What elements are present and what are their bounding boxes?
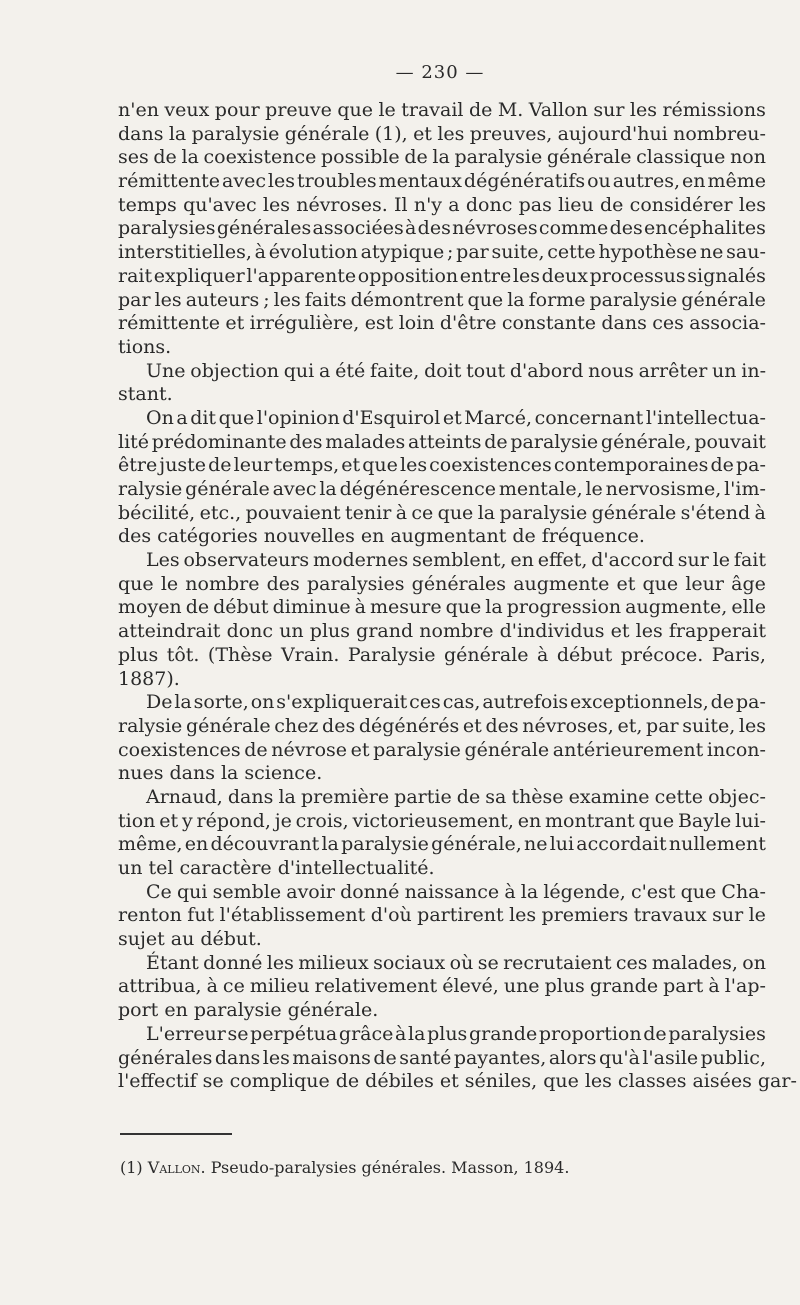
text-line: Une objection qui a été faite, doit tout d'abord nous arrêter un in-	[146, 359, 766, 382]
text-line: coexistences de névrose et paralysie générale antérieurement incon-	[118, 738, 766, 761]
text-line: Ce qui semble avoir donné naissance à la légende, c'est que Cha-	[146, 880, 766, 903]
text-line: Les observateurs modernes semblent, en effet, d'accord sur le fait	[146, 549, 766, 572]
text-line: 1887).	[118, 667, 180, 690]
text-line: l'effectif se complique de débiles et séniles, que les classes aisées gar-	[118, 1070, 797, 1093]
paragraph	[118, 407, 766, 549]
text-line: bécilité, etc., pouvaient tenir à ce que la paralysie générale s'étend à	[118, 501, 766, 524]
paragraph	[118, 691, 766, 786]
text-line: atteindrait donc un plus grand nombre d'individus et les frapperait	[118, 620, 766, 643]
footnote-rule	[120, 1133, 232, 1135]
text-line: nues dans la science.	[118, 762, 323, 785]
footnote-marker: (1)	[120, 1158, 143, 1177]
text-line: même, en découvrant la paralysie générale, ne lui accordait nullement	[118, 833, 766, 856]
text-line: stant.	[118, 383, 173, 406]
text-line: plus tôt. (Thèse Vrain. Paralysie générale à début précoce. Paris,	[118, 643, 766, 666]
text-line: L'erreur se perpétua grâce à la plus grande proportion de paralysies	[146, 1022, 766, 1045]
text-line: interstitielles, à évolution atypique ; par suite, cette hypothèse ne sau-	[118, 241, 766, 264]
text-line: De la sorte, on s'expliquerait ces cas, autrefois exceptionnels, de pa-	[146, 691, 766, 714]
paragraph	[118, 952, 766, 1023]
text-line: temps qu'avec les névroses. Il n'y a donc pas lieu de considérer les	[118, 193, 766, 216]
text-line: sujet au début.	[118, 928, 262, 951]
text-line: être juste de leur temps, et que les coexistences contemporaines de pa-	[118, 454, 766, 477]
paragraph	[118, 360, 766, 407]
text-line: rait expliquer l'apparente opposition entre les deux processus signalés	[118, 264, 766, 287]
text-line: tions.	[118, 335, 172, 358]
text-line: dans la paralysie générale (1), et les preuves, aujourd'hui nombreu-	[118, 122, 766, 145]
paragraph	[118, 1022, 797, 1094]
text-line: ralysie générale chez des dégénérés et des névroses, et, par suite, les	[118, 714, 766, 737]
text-line: par les auteurs ; les faits démontrent que la forme paralysie générale	[118, 288, 766, 311]
footnote-author: Vallon.	[147, 1158, 206, 1177]
text-line: rémittente avec les troubles mentaux dégénératifs ou autres, en même	[118, 170, 766, 193]
text-line: paralysies générales associées à des névroses comme des encéphalites	[118, 217, 766, 240]
text-line: ralysie générale avec la dégénérescence mentale, le nervosisme, l'im-	[118, 478, 766, 500]
page-number: — 230 —	[395, 62, 485, 83]
text-line: port en paralysie générale.	[118, 999, 379, 1022]
text-line: ses de la coexistence possible de la paralysie générale classique non	[118, 146, 766, 169]
text-line: Arnaud, dans la première partie de sa thèse examine cette objec-	[146, 785, 766, 808]
text-line: On a dit que l'opinion d'Esquirol et Marcé, concernant l'intellectua-	[146, 406, 766, 429]
text-line: attribua, à ce milieu relativement élevé, une plus grande part à l'ap-	[118, 975, 766, 998]
text-line: générales dans les maisons de santé payantes, alors qu'à l'asile public,	[118, 1046, 766, 1069]
text-line: lité prédominante des malades atteints de paralysie générale, pouvait	[118, 430, 766, 453]
footnote-text: Pseudo-paralysies générales. Masson, 1894.	[210, 1158, 570, 1177]
text-line: moyen de début diminue à mesure que la progression augmente, elle	[118, 596, 766, 619]
text-line: rémittente et irrégulière, est loin d'être constante dans ces associa-	[118, 312, 766, 335]
paragraph	[118, 99, 766, 360]
text-line: Étant donné les milieux sociaux où se recrutaient ces malades, on	[146, 951, 766, 974]
text-line: que le nombre des paralysies générales augmente et que leur âge	[118, 572, 766, 595]
paragraph	[118, 786, 766, 881]
text-line: un tel caractère d'intellectualité.	[118, 857, 435, 879]
text-line: tion et y répond, je crois, victorieusement, en montrant que Bayle lui-	[118, 809, 766, 832]
text-line: renton fut l'établissement d'où partirent les premiers travaux sur le	[118, 904, 766, 927]
paragraph	[118, 549, 766, 691]
paragraph	[118, 881, 766, 952]
text-line: n'en veux pour preuve que le travail de M. Vallon sur les rémissions	[118, 99, 766, 121]
text-line: des catégories nouvelles en augmentant de fréquence.	[118, 525, 645, 548]
body-text	[118, 99, 797, 1094]
footnote	[120, 1158, 569, 1177]
